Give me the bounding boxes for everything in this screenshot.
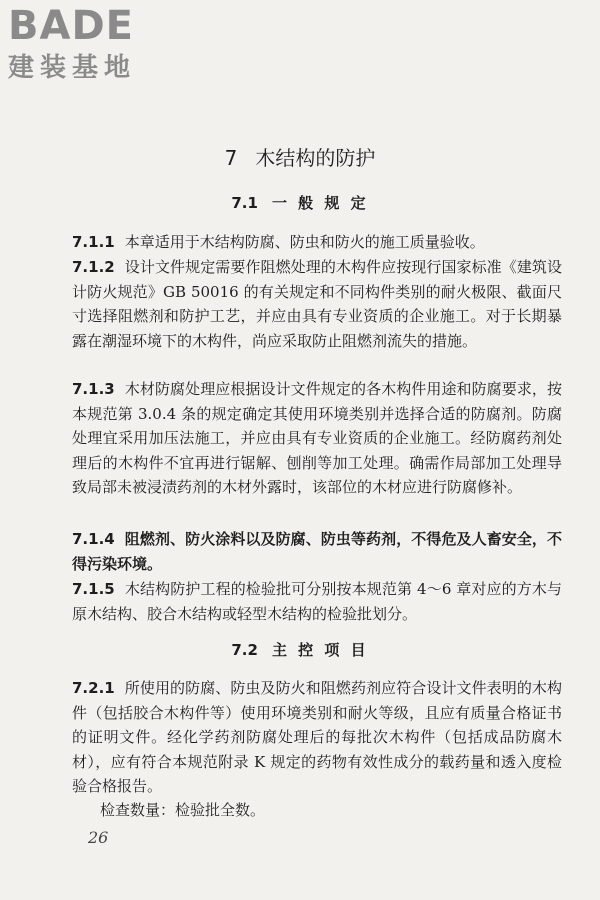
- clause-text: 木材防腐处理应根据设计文件规定的各木构件用途和防腐要求，按本规范第 3.0.4 条的规定确定其使用环境类别并选择合适的防腐剂。防腐处理宜采用加压法施工，并应由具有专业资质的企业施工。经防腐药剂处理后的木构件不宜再进行锯解、刨削等加工处理。确需作局部加工处理导致局部未被浸渍药剂的木材外露时，该部位的木材应进行防腐修补。: [72, 380, 562, 496]
- clause-text: 阻燃剂、防火涂料以及防腐、防虫等药剂，不得危及人畜安全，不得污染环境。: [72, 530, 562, 573]
- clause-text: 所使用的防腐、防虫及防火和阻燃药剂应符合设计文件表明的木构件（包括胶合木构件等）使用环境类别和耐火等级，且应有质量合格证书的证明文件。经化学药剂防腐处理后的每批次木构件（包括成品防腐木材），应有符合本规范附录 K 规定的药物有效性成分的载药量和透入度检验合格报告。: [72, 679, 562, 795]
- clause-text: 设计文件规定需要作阻燃处理的木构件应按现行国家标准《建筑设计防火规范》GB 50016 的有关规定和不同构件类别的耐火极限、截面尺寸选择阻燃剂和防护工艺，并应由具有专业资质的企业施工。对于长期暴露在潮湿环境下的木构件，尚应采取防止阻燃剂流失的措施。: [72, 258, 562, 350]
- section-number: 7.2: [231, 641, 258, 659]
- clause-number: 7.1.2: [72, 258, 115, 276]
- brand-logo: [8, 3, 137, 84]
- section-title: 一 般 规 定: [271, 194, 369, 212]
- chapter-heading: [0, 142, 600, 171]
- section-title: 主 控 项 目: [271, 641, 369, 659]
- clause-number: 7.1.5: [72, 580, 115, 598]
- clause-7-1-2: [72, 255, 562, 353]
- chapter-number: 7: [224, 146, 238, 170]
- clause-7-1-4: [72, 527, 562, 576]
- section-number: 7.1: [231, 194, 258, 212]
- clause-text: 本章适用于木结构防腐、防虫和防火的施工质量验收。: [124, 233, 485, 251]
- inspection-note: 检查数量：检验批全数。: [100, 801, 266, 819]
- clause-7-1-1: [72, 230, 562, 255]
- chapter-title: 木结构的防护: [255, 146, 376, 170]
- clause-7-2-1: [72, 676, 562, 799]
- clause-7-1-5: [72, 577, 562, 626]
- logo-brand-text: BADE: [8, 3, 134, 49]
- clause-text: 木结构防护工程的检验批可分别按本规范第 4～6 章对应的方木与原木结构、胶合木结构或轻型木结构的检验批划分。: [72, 580, 562, 623]
- clause-number: 7.1.1: [72, 233, 115, 251]
- clause-number: 7.2.1: [72, 679, 115, 697]
- clause-number: 7.1.3: [72, 380, 115, 398]
- page-number: 26: [88, 828, 109, 847]
- clause-7-1-3: [72, 377, 562, 500]
- clause-number: 7.1.4: [72, 530, 115, 548]
- section-heading-7-1: [0, 192, 600, 213]
- section-heading-7-2: [0, 639, 600, 660]
- logo-subtitle: 建装基地: [8, 53, 137, 83]
